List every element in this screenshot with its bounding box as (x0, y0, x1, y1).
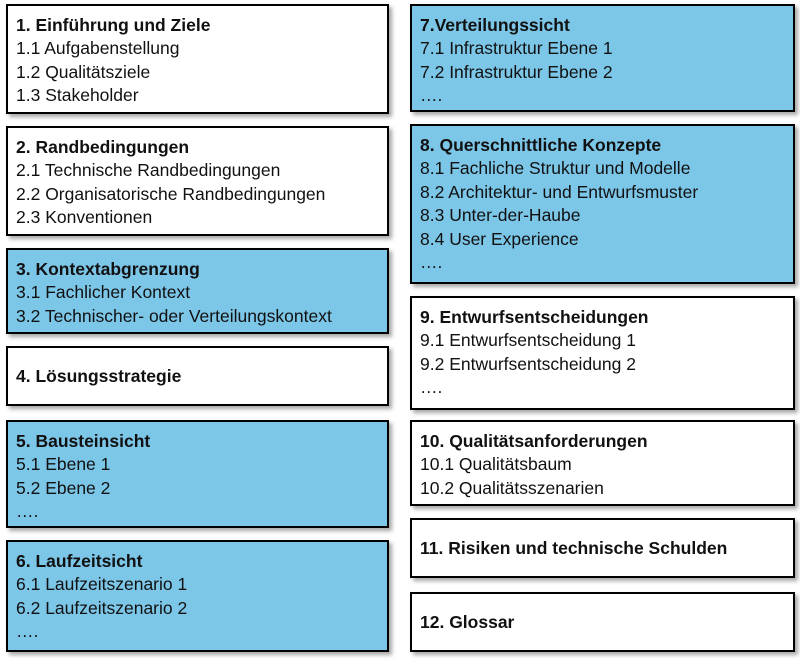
section-10-title: 10. Qualitätsanforderungen (420, 431, 648, 451)
section-6-item-3: …. (16, 621, 39, 641)
section-7-item-1: 7.1 Infrastruktur Ebene 1 (420, 38, 613, 58)
section-8-item-1: 8.1 Fachliche Struktur und Modelle (420, 158, 691, 178)
section-6-box (6, 540, 389, 652)
section-5-title: 5. Bausteinsicht (16, 431, 151, 451)
section-3-box (6, 248, 389, 334)
section-5-box (6, 420, 389, 528)
section-3-item-1: 3.1 Fachlicher Kontext (16, 282, 191, 302)
section-2-box (6, 126, 389, 236)
section-8-item-2: 8.2 Architektur- und Entwurfsmuster (420, 181, 699, 202)
section-4-title: 4. Lösungsstrategie (16, 365, 182, 386)
section-9-title: 9. Entwurfsentscheidungen (420, 307, 649, 327)
section-2-item-1: 2.1 Technische Randbedingungen (16, 160, 281, 180)
section-1-item-1: 1.1 Aufgabenstellung (16, 38, 180, 58)
section-6-item-1: 6.1 Laufzeitszenario 1 (16, 574, 188, 594)
section-11-box (410, 518, 795, 578)
section-1-box (6, 4, 389, 114)
section-7-item-2: 7.2 Infrastruktur Ebene 2 (420, 61, 613, 82)
section-8-item-3: 8.3 Unter-der-Haube (420, 205, 581, 225)
section-1-item-2: 1.2 Qualitätsziele (16, 61, 151, 82)
section-12-box (410, 592, 795, 652)
section-3-item-2: 3.2 Technischer- oder Verteilungskontext (16, 305, 332, 326)
section-12-title: 12. Glossar (420, 611, 515, 632)
section-8-box (410, 124, 795, 284)
section-10-item-1: 10.1 Qualitätsbaum (420, 454, 572, 474)
section-6-title: 6. Laufzeitsicht (16, 551, 143, 571)
section-10-item-2: 10.2 Qualitätsszenarien (420, 477, 604, 498)
section-9-item-2: 9.2 Entwurfsentscheidung 2 (420, 353, 636, 374)
section-5-item-3: …. (16, 501, 39, 521)
section-7-title: 7.Verteilungssicht (420, 15, 570, 35)
section-2-item-2: 2.2 Organisatorische Randbedingungen (16, 183, 326, 204)
section-7-item-3: …. (420, 85, 443, 105)
section-9-item-3: …. (420, 377, 443, 397)
section-9-box (410, 296, 795, 410)
section-2-item-3: 2.3 Konventionen (16, 207, 153, 227)
section-8-title: 8. Querschnittliche Konzepte (420, 135, 662, 155)
section-9-item-1: 9.1 Entwurfsentscheidung 1 (420, 330, 636, 350)
section-8-item-5: …. (420, 252, 443, 272)
section-1-item-3: 1.3 Stakeholder (16, 85, 139, 105)
section-4-box (6, 346, 389, 406)
section-11-title: 11. Risiken und technische Schulden (420, 537, 728, 558)
section-2-title: 2. Randbedingungen (16, 137, 190, 157)
section-8-item-4: 8.4 User Experience (420, 228, 579, 249)
section-7-box (410, 4, 795, 112)
section-6-item-2: 6.2 Laufzeitszenario 2 (16, 597, 188, 618)
section-5-item-2: 5.2 Ebene 2 (16, 477, 111, 498)
section-1-title: 1. Einführung und Ziele (16, 15, 211, 35)
section-3-title: 3. Kontextabgrenzung (16, 259, 200, 279)
section-10-box (410, 420, 795, 506)
section-5-item-1: 5.1 Ebene 1 (16, 454, 111, 474)
